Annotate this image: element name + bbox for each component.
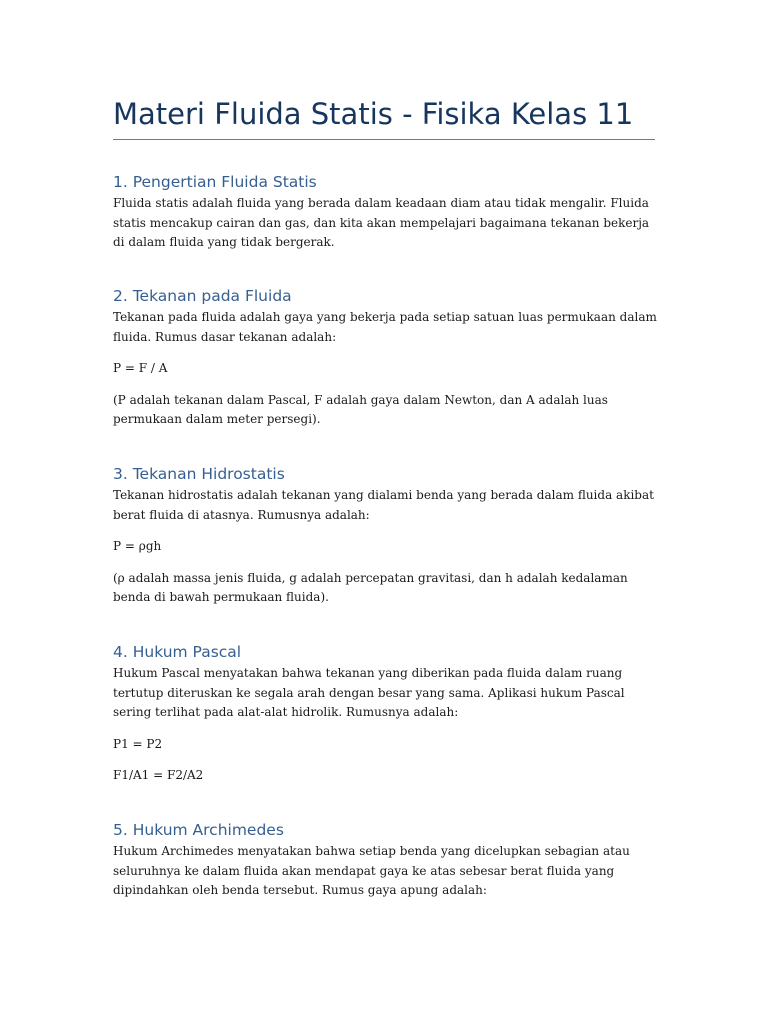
formula-line: P = F / A: [113, 361, 168, 375]
section-paragraph: (P adalah tekanan dalam Pascal, F adalah gaya dalam Newton, dan A adalah luas permukaan dalam meter persegi).: [113, 392, 608, 426]
section-heading: 4. Hukum Pascal: [113, 643, 242, 661]
section-paragraph: Fluida statis adalah fluida yang berada dalam keadaan diam atau tidak mengalir. Fluida statis mencakup cairan dan gas, dan kita akan mempelajari bagaimana tekanan bekerja di dalam fluida yang tidak bergerak.: [113, 196, 650, 249]
formula-line: P1 = P2: [113, 736, 163, 751]
section-paragraph: Hukum Archimedes menyatakan bahwa setiap benda yang dicelupkan sebagian atau seluruhnya ke dalam fluida akan mendapat gaya ke atas sebesar berat fluida yang dipindahkan oleh benda tersebut. Rumus gaya apung adalah:: [113, 844, 630, 897]
title-underline: [113, 139, 655, 140]
section-paragraph: Tekanan pada fluida adalah gaya yang bekerja pada setiap satuan luas permukaan dalam fluida. Rumus dasar tekanan adalah:: [113, 310, 657, 344]
section-hukum-archimedes: [113, 819, 658, 901]
section-tekanan-hidrostatis: [113, 463, 658, 608]
section-heading: 3. Tekanan Hidrostatis: [113, 465, 285, 483]
section-tekanan-pada-fluida: [113, 285, 658, 430]
section-heading: 2. Tekanan pada Fluida: [113, 287, 292, 305]
section-paragraph: (ρ adalah massa jenis fluida, g adalah percepatan gravitasi, dan h adalah kedalaman benda di bawah permukaan fluida).: [113, 570, 628, 604]
section-heading: 5. Hukum Archimedes: [113, 821, 284, 839]
formula-line: P = ρgh: [113, 539, 162, 553]
section-pengertian-fluida-statis: [113, 171, 658, 253]
formula-line: F1/A1 = F2/A2: [113, 768, 204, 782]
document-title: Materi Fluida Statis - Fisika Kelas 11: [113, 97, 634, 131]
section-heading: 1. Pengertian Fluida Statis: [113, 173, 317, 191]
section-paragraph: Hukum Pascal menyatakan bahwa tekanan yang diberikan pada fluida dalam ruang tertutup diteruskan ke segala arah dengan besar yang sama. Aplikasi hukum Pascal sering terlihat pada alat-alat hidrolik. Rumusnya adalah:: [113, 666, 625, 719]
section-paragraph: Tekanan hidrostatis adalah tekanan yang dialami benda yang berada dalam fluida akibat berat fluida di atasnya. Rumusnya adalah:: [113, 488, 654, 522]
section-hukum-pascal: [113, 641, 658, 786]
